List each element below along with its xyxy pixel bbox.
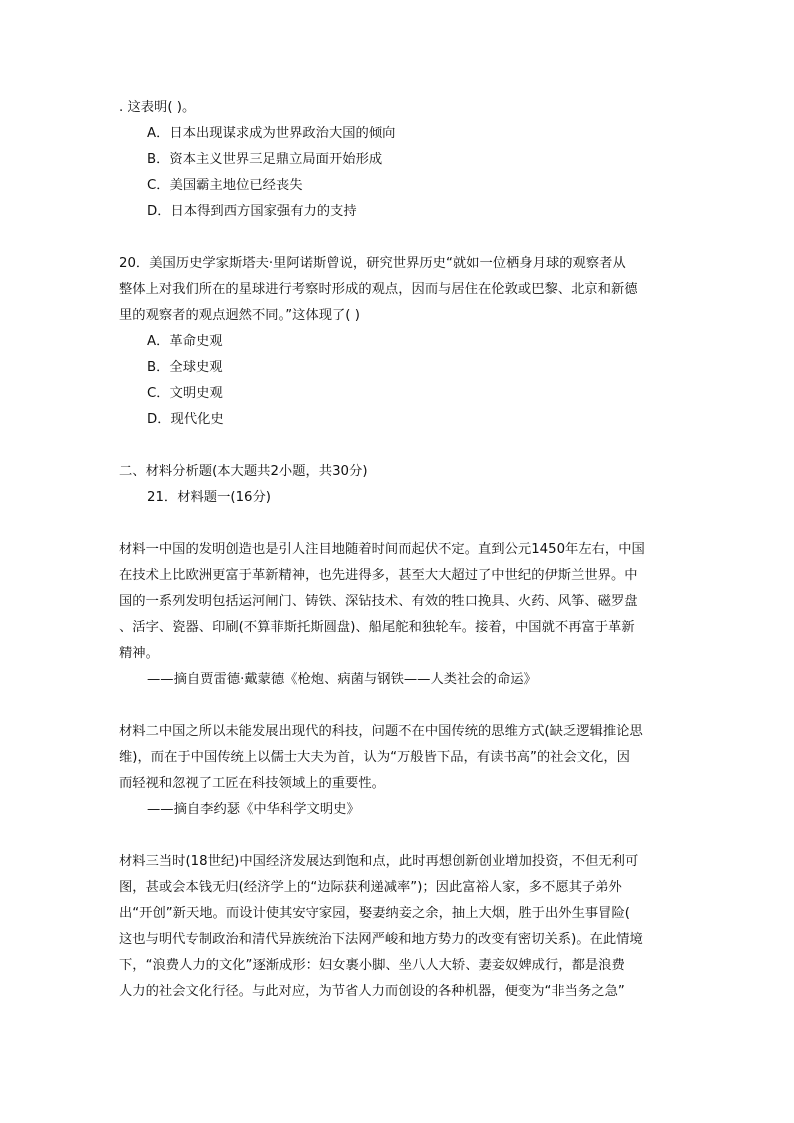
material3-line: 材料三当时(18世纪)中国经济发展达到饱和点，此时再想创新创业增加投资，不但无利可 xyxy=(119,854,639,869)
q20-option-b: B．全球史观 xyxy=(147,360,223,375)
material1-line: 材料一中国的发明创造也是引人注目地随着时间而起伏不定。直到公元1450年左右，中国 xyxy=(119,542,645,557)
material1-line: 精神。 xyxy=(119,646,159,661)
material2-source: ——摘自李约瑟《中华科学文明史》 xyxy=(147,802,360,817)
material1-line: 国的一系列发明包括运河闸门、铸铁、深钻技术、有效的牲口挽具、火药、风筝、磁罗盘 xyxy=(119,594,638,609)
material3-line: 这也与明代专制政治和清代异族统治下法网严峻和地方势力的改变有密切关系)。在此情境 xyxy=(119,932,643,947)
section-title: 二、材料分析题(本大题共2小题，共30分) xyxy=(119,464,368,479)
material1-line: 在技术上比欧洲更富于革新精神，也先进得多，甚至大大超过了中世纪的伊斯兰世界。中 xyxy=(119,568,638,583)
material3-line: 人力的社会文化行径。与此对应，为节省人力而创设的各种机器，便变为“非当务之急” xyxy=(119,984,625,999)
material3-line: 出“开创”新天地。而设计使其安守家园，娶妻纳妾之余，抽上大烟，胜于出外生事冒险( xyxy=(119,906,630,921)
q19-option-a: A．日本出现谋求成为世界政治大国的倾向 xyxy=(147,126,396,141)
q20-line: 整体上对我们所在的星球进行考察时形成的观点，因而与居住在伦敦或巴黎、北京和新德 xyxy=(119,282,638,297)
material1-source: ——摘自贾雷德·戴蒙德《枪炮、病菌与钢铁——人类社会的命运》 xyxy=(147,672,537,687)
q21-title: 21．材料题一(16分) xyxy=(147,490,271,505)
material2-line: 而轻视和忽视了工匠在科技领域上的重要性。 xyxy=(119,776,385,791)
q20-option-d: D．现代化史 xyxy=(147,412,224,427)
q19-stem: . 这表明( )。 xyxy=(119,100,196,115)
q19-option-b: B．资本主义世界三足鼎立局面开始形成 xyxy=(147,152,383,167)
q20-line: 20．美国历史学家斯塔夫·里阿诺斯曾说，研究世界历史“就如一位栖身月球的观察者从 xyxy=(119,256,626,271)
material2-line: 维)，而在于中国传统上以儒士大夫为首，认为“万般皆下品，有读书高”的社会文化，因 xyxy=(119,750,630,765)
material3-line: 图，甚或会本钱无归(经济学上的“边际获利递减率”)；因此富裕人家，多不愿其子弟外 xyxy=(119,880,622,895)
q20-option-a: A．革命史观 xyxy=(147,334,223,349)
q19-option-c: C．美国霸主地位已经丧失 xyxy=(147,178,303,193)
q19-option-d: D．日本得到西方国家强有力的支持 xyxy=(147,204,357,219)
q20-line: 里的观察者的观点迥然不同。”这体现了( ) xyxy=(119,308,360,323)
material1-line: 、活字、瓷器、印刷(不算菲斯托斯圆盘)、船尾舵和独轮车。接着，中国就不再富于革新 xyxy=(119,620,635,635)
material2-line: 材料二中国之所以未能发展出现代的科技，问题不在中国传统的思维方式(缺乏逻辑推论思 xyxy=(119,724,643,739)
q20-option-c: C．文明史观 xyxy=(147,386,223,401)
material3-line: 下，“浪费人力的文化”逐渐成形：妇女裹小脚、坐八人大轿、妻妾奴婢成行，都是浪费 xyxy=(119,958,625,973)
